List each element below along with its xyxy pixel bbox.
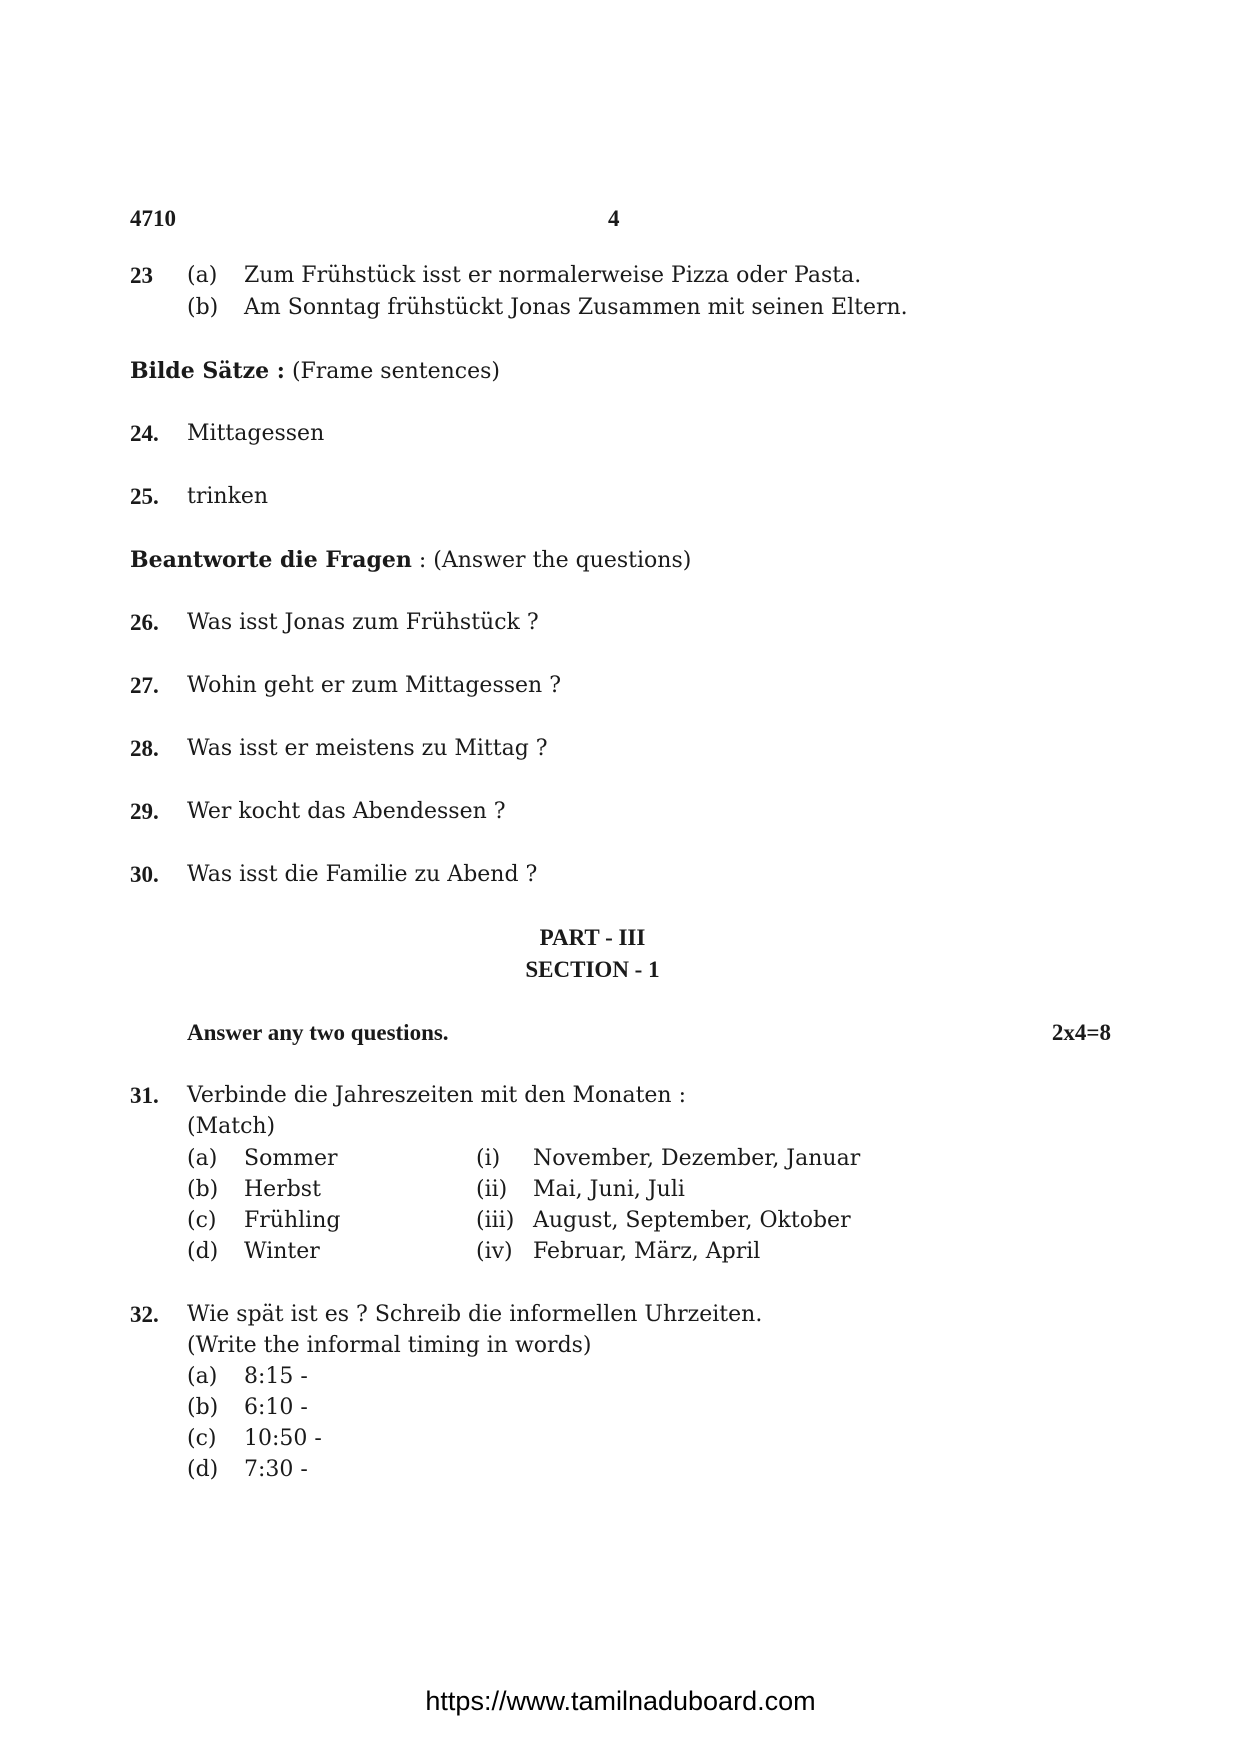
match-right-item: November, Dezember, Januar [533,1146,861,1171]
q23-a-label: (a) [187,263,218,288]
question-number-25: 25. [130,484,159,509]
match-left-label: (b) [187,1177,219,1202]
question-number-30: 30. [130,862,159,887]
answer-heading-en: : (Answer the questions) [418,548,692,573]
match-left-label: (d) [187,1239,219,1264]
match-right-label: (iv) [476,1239,513,1264]
q30-text: Was isst die Familie zu Abend ? [187,862,538,887]
part-title: PART - III [539,925,646,950]
question-number-24: 24. [130,421,159,446]
match-right-item: Mai, Juni, Juli [533,1177,685,1202]
question-number-31: 31. [130,1083,159,1108]
time-item-label: (a) [187,1364,218,1389]
q25-text: trinken [187,484,269,509]
match-left-label: (a) [187,1146,218,1171]
answer-heading-de: Beantworte die Fragen [130,547,412,573]
question-number-26: 26. [130,610,159,635]
match-right-item: Februar, März, April [533,1239,761,1264]
match-left-item: Herbst [244,1177,321,1202]
q31-subtext: (Match) [187,1114,276,1139]
match-right-item: August, September, Oktober [533,1208,851,1233]
q23-a-text: Zum Frühstück isst er normalerweise Pizza oder Pasta. [244,263,862,288]
time-item-label: (d) [187,1457,219,1482]
q32-text: Wie spät ist es ? Schreib die informellen Uhrzeiten. [187,1302,763,1327]
q31-text: Verbinde die Jahreszeiten mit den Monaten : [187,1083,687,1108]
q23-b-label: (b) [187,295,219,320]
q23-b-text: Am Sonntag frühstückt Jonas Zusammen mit seinen Eltern. [244,295,908,320]
match-right-label: (iii) [476,1208,515,1233]
marks-allocation: 2x4=8 [1051,1020,1111,1045]
answer-questions-heading [130,546,691,575]
question-number-32: 32. [130,1302,159,1327]
question-number-29: 29. [130,799,159,824]
section-title: SECTION - 1 [525,957,660,982]
match-right-label: (ii) [476,1177,508,1202]
frame-heading-de: Bilde Sätze : [130,358,285,384]
time-item: 8:15 - [244,1364,308,1389]
instruction-text: Answer any two questions. [187,1020,449,1045]
question-number-23: 23 [130,263,153,288]
frame-sentences-heading [130,357,500,386]
time-item-label: (c) [187,1426,217,1451]
time-item: 6:10 - [244,1395,308,1420]
q32-subtext: (Write the informal timing in words) [187,1333,592,1358]
match-right-label: (i) [476,1146,501,1171]
q29-text: Wer kocht das Abendessen ? [187,799,506,824]
match-left-label: (c) [187,1208,217,1233]
frame-heading-en: (Frame sentences) [291,359,501,384]
match-left-item: Winter [244,1239,320,1264]
question-number-28: 28. [130,736,159,761]
q27-text: Wohin geht er zum Mittagessen ? [187,673,561,698]
time-item: 7:30 - [244,1457,308,1482]
footer-url[interactable]: https://www.tamilnaduboard.com [425,1686,816,1716]
time-item-label: (b) [187,1395,219,1420]
match-left-item: Sommer [244,1146,338,1171]
page-number: 4 [608,206,620,231]
match-left-item: Frühling [244,1208,341,1233]
q28-text: Was isst er meistens zu Mittag ? [187,736,548,761]
paper-code: 4710 [130,206,176,231]
question-number-27: 27. [130,673,159,698]
q24-text: Mittagessen [187,421,325,446]
q26-text: Was isst Jonas zum Frühstück ? [187,610,539,635]
time-item: 10:50 - [244,1426,322,1451]
